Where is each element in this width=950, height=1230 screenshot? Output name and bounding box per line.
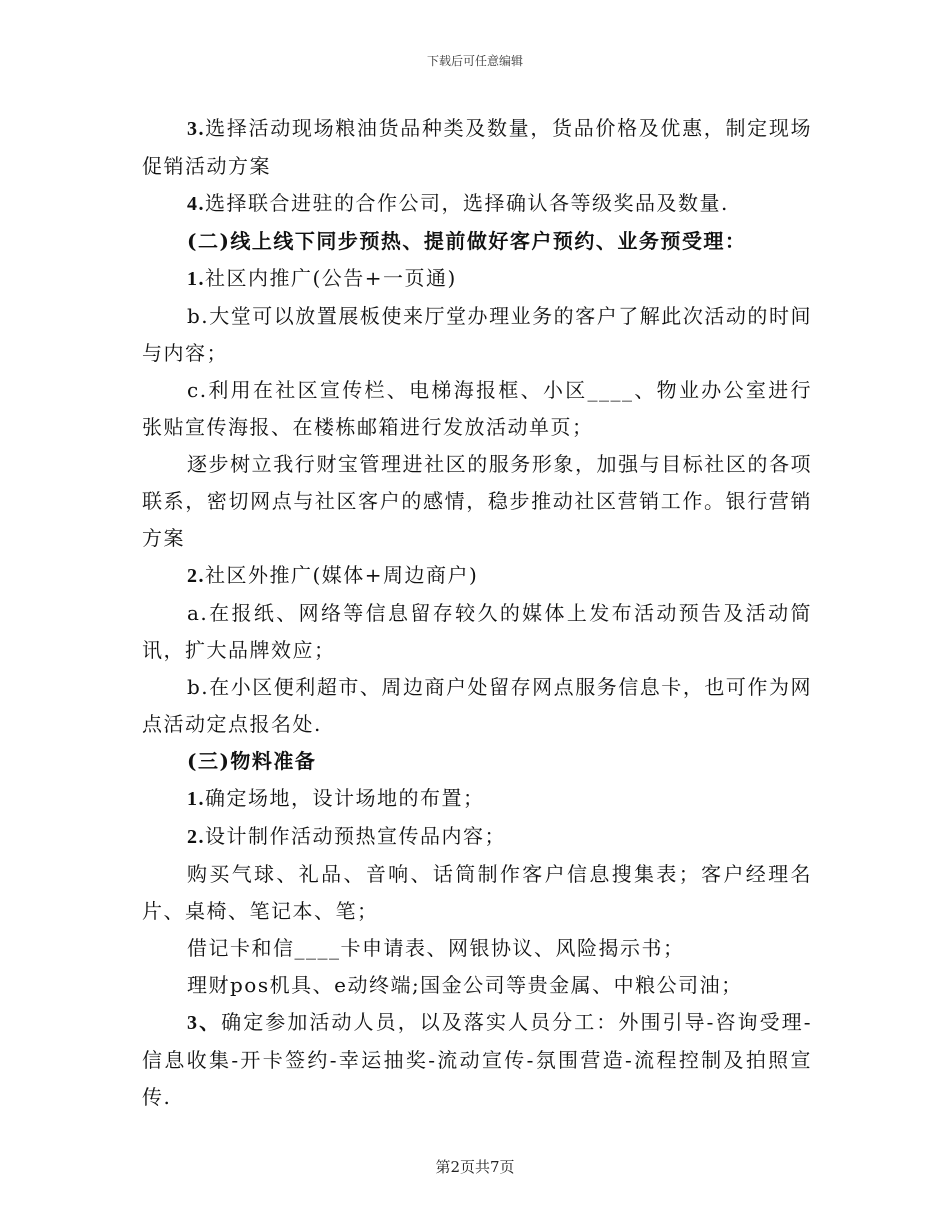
paragraph-text: 确定场地，设计场地的布置； bbox=[205, 786, 485, 810]
paragraph-text: 社区外推广(媒体+周边商户) bbox=[205, 563, 479, 587]
paragraph-text: 选择活动现场粮油货品种类及数量，货品价格及优惠，制定现场促销活动方案 bbox=[142, 116, 812, 178]
paragraph-item-b-external: b.在小区便利超市、周边商户处留存网点服务信息卡，也可作为网点活动定点报名处. bbox=[142, 675, 812, 736]
paragraph-item-b: b.大堂可以放置展板使来厅堂办理业务的客户了解此次活动的时间与内容； bbox=[142, 304, 812, 365]
list-number: 3. bbox=[187, 118, 205, 140]
paragraph-service-image: 逐步树立我行财宝管理进社区的服务形象，加强与目标社区的各项联系，密切网点与社区客户的感情，稳步推动社区营销工作。银行营销方案 bbox=[142, 452, 812, 550]
page-header: 下载后可任意编辑 bbox=[426, 54, 523, 68]
paragraph-equipment-list: 理财pos机具、e动终端;国金公司等贵金属、中粮公司油； bbox=[187, 973, 743, 997]
paragraph-item-a: a.在报纸、网络等信息留存较久的媒体上发布活动预告及活动简讯，扩大品牌效应； bbox=[142, 601, 812, 662]
paragraph-material-1 bbox=[142, 780, 812, 818]
paragraph-step-3 bbox=[142, 110, 812, 185]
paragraph-community-internal bbox=[142, 260, 812, 298]
paragraph-text: 选择联合进驻的合作公司，选择确认各等级奖品及数量. bbox=[205, 191, 729, 215]
list-number: 2. bbox=[187, 826, 205, 848]
document-body bbox=[142, 110, 812, 1116]
list-number: 3、 bbox=[187, 1012, 222, 1034]
section-heading-3: (三)物料准备 bbox=[187, 749, 317, 773]
paragraph-forms-list: 借记卡和信____卡申请表、网银协议、风险揭示书； bbox=[187, 936, 685, 960]
paragraph-material-2 bbox=[142, 818, 812, 856]
section-heading-2: (二)线上线下同步预热、提前做好客户预约、业务预受理： bbox=[187, 229, 747, 253]
paragraph-text: 设计制作活动预热宣传品内容； bbox=[205, 824, 506, 848]
list-number: 2. bbox=[187, 565, 205, 587]
list-number: 4. bbox=[187, 193, 205, 215]
paragraph-community-external bbox=[142, 557, 812, 595]
page-footer: 第2页共7页 bbox=[435, 1158, 515, 1176]
paragraph-staff-assignment bbox=[142, 1004, 812, 1116]
paragraph-purchase-list: 购买气球、礼品、音响、话筒制作客户信息搜集表；客户经理名片、桌椅、笔记本、笔； bbox=[142, 862, 812, 923]
paragraph-item-c: c.利用在社区宣传栏、电梯海报框、小区____、物业办公室进行张贴宣传海报、在楼栋邮箱进行发放活动单页； bbox=[142, 378, 812, 439]
list-number: 1. bbox=[187, 788, 205, 810]
paragraph-step-4 bbox=[142, 185, 812, 223]
paragraph-text: 社区内推广(公告+一页通) bbox=[205, 266, 457, 290]
paragraph-text: 确定参加活动人员，以及落实人员分工：外围引导-咨询受理-信息收集-开卡签约-幸运抽奖-流动宣传-氛围营造-流程控制及拍照宣传. bbox=[142, 1010, 813, 1109]
list-number: 1. bbox=[187, 268, 205, 290]
